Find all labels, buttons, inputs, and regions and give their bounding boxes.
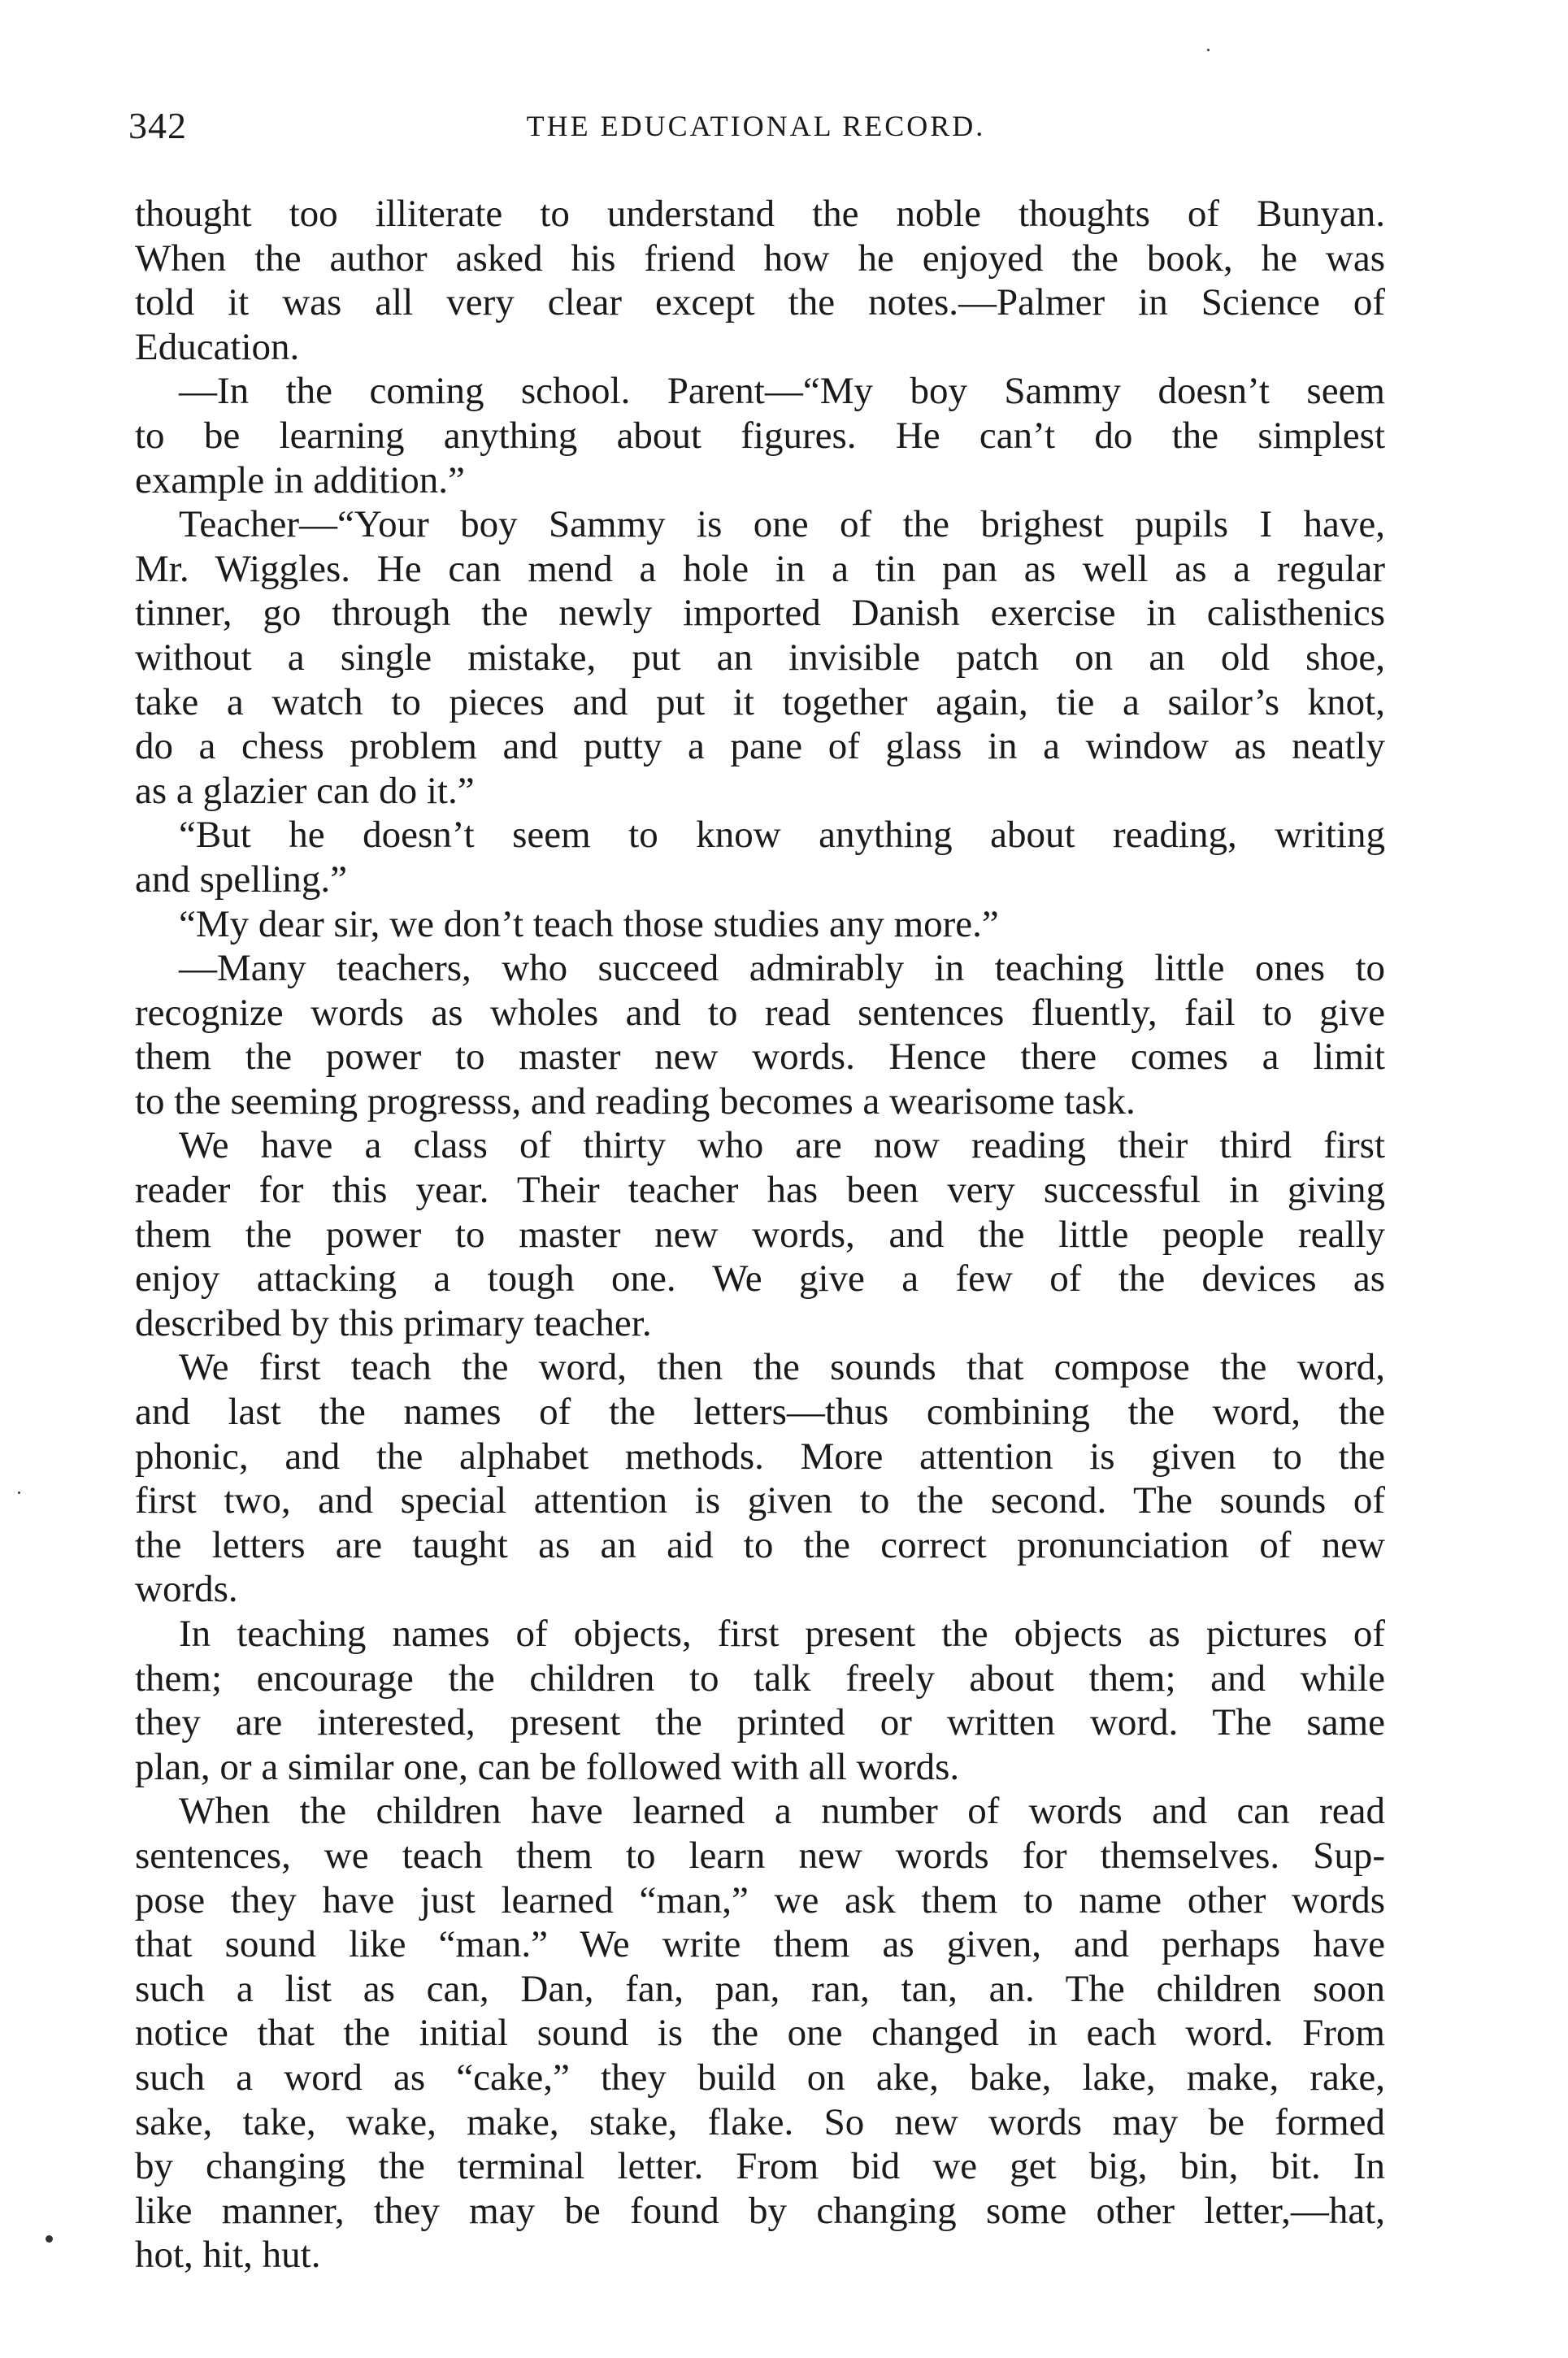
text-line: to the seeming progresss, and reading becomes a wearisome task. xyxy=(135,1079,1136,1123)
text-line: —In the coming school. Parent—“My boy Sammy doesn’t seem xyxy=(179,370,1385,413)
text-line: plan, or a similar one, can be followed with all words. xyxy=(135,1745,960,1788)
text-line: to be learning anything about figures. He can’t do the simplest xyxy=(135,414,1385,457)
print-speck xyxy=(1207,49,1210,51)
text-line: —Many teachers, who succeed admirably in teaching little ones to xyxy=(179,947,1385,990)
text-line: them; encourage the children to talk freely about them; and while xyxy=(135,1657,1385,1700)
text-line: them the power to master new words, and the little people really xyxy=(135,1213,1385,1256)
text-line: example in addition.” xyxy=(135,458,465,502)
text-line: do a chess problem and putty a pane of glass in a window as neatly xyxy=(135,725,1385,768)
text-line: recognize words as wholes and to read sentences fluently, fail to give xyxy=(135,991,1385,1034)
text-line: described by this primary teacher. xyxy=(135,1301,652,1344)
text-line: We have a class of thirty who are now reading their third first xyxy=(179,1124,1385,1167)
text-line: take a watch to pieces and put it together again, tie a sailor’s knot, xyxy=(135,680,1385,723)
text-line: When the children have learned a number of words and can read xyxy=(179,1790,1385,1833)
text-line: words. xyxy=(135,1568,238,1611)
page-header xyxy=(122,104,1390,161)
text-line: the letters are taught as an aid to the correct pronunciation of new xyxy=(135,1523,1385,1566)
text-line: phonic, and the alphabet methods. More attention is given to the xyxy=(135,1435,1385,1478)
text-line: “But he doesn’t seem to know anything about reading, writing xyxy=(179,814,1385,857)
text-line: as a glazier can do it.” xyxy=(135,769,475,812)
text-line: When the author asked his friend how he enjoyed the book, he was xyxy=(135,237,1385,280)
text-line: sentences, we teach them to learn new words for themselves. Sup- xyxy=(135,1834,1385,1877)
text-line: pose they have just learned “man,” we ask them to name other words xyxy=(135,1878,1385,1922)
text-line: In teaching names of objects, first present the objects as pictures of xyxy=(179,1613,1385,1655)
text-line: told it was all very clear except the notes.—Palmer in Science of xyxy=(135,281,1385,324)
text-line: and last the names of the letters—thus combining the word, the xyxy=(135,1391,1385,1434)
text-line: that sound like “man.” We write them as given, and perhaps have xyxy=(135,1923,1385,1966)
text-line: without a single mistake, put an invisible patch on an old shoe, xyxy=(135,636,1385,679)
text-line: sake, take, wake, make, stake, flake. So new words may be formed xyxy=(135,2100,1385,2143)
text-line: Teacher—“Your boy Sammy is one of the brighest pupils I have, xyxy=(179,503,1385,546)
text-line: first two, and special attention is given to the second. The sounds of xyxy=(135,1479,1385,1522)
text-line: and spelling.” xyxy=(135,858,348,901)
body-text xyxy=(135,192,1385,2278)
page-number: 342 xyxy=(128,105,187,146)
text-line: reader for this year. Their teacher has been very successful in giving xyxy=(135,1169,1385,1212)
text-line: We first teach the word, then the sounds that compose the word, xyxy=(179,1346,1385,1389)
text-line: tinner, go through the newly imported Danish exercise in calisthenics xyxy=(135,592,1385,635)
text-line: such a list as can, Dan, fan, pan, ran, tan, an. The children soon xyxy=(135,1967,1385,2010)
running-head: THE EDUCATIONAL RECORD. xyxy=(526,110,986,142)
text-line: them the power to master new words. Hence there comes a limit xyxy=(135,1036,1385,1079)
text-line: thought too illiterate to understand the noble thoughts of Bunyan. xyxy=(135,193,1385,235)
text-line: like manner, they may be found by changing some other letter,—hat, xyxy=(135,2189,1385,2232)
text-line: they are interested, present the printed or written word. The same xyxy=(135,1701,1385,1744)
text-line: Education. xyxy=(135,325,300,368)
text-line: Mr. Wiggles. He can mend a hole in a tin pan as well as a regular xyxy=(135,547,1385,590)
text-line: such a word as “cake,” they build on ake, bake, lake, make, rake, xyxy=(135,2056,1385,2099)
text-line: notice that the initial sound is the one changed in each word. From xyxy=(135,2012,1385,2055)
print-speck xyxy=(46,2235,53,2243)
text-line: enjoy attacking a tough one. We give a few of the devices as xyxy=(135,1257,1385,1301)
text-line: “My dear sir, we don’t teach those studies any more.” xyxy=(179,902,999,945)
print-speck xyxy=(18,1492,20,1494)
text-line: by changing the terminal letter. From bid we get big, bin, bit. In xyxy=(135,2145,1385,2188)
text-line: hot, hit, hut. xyxy=(135,2234,321,2277)
